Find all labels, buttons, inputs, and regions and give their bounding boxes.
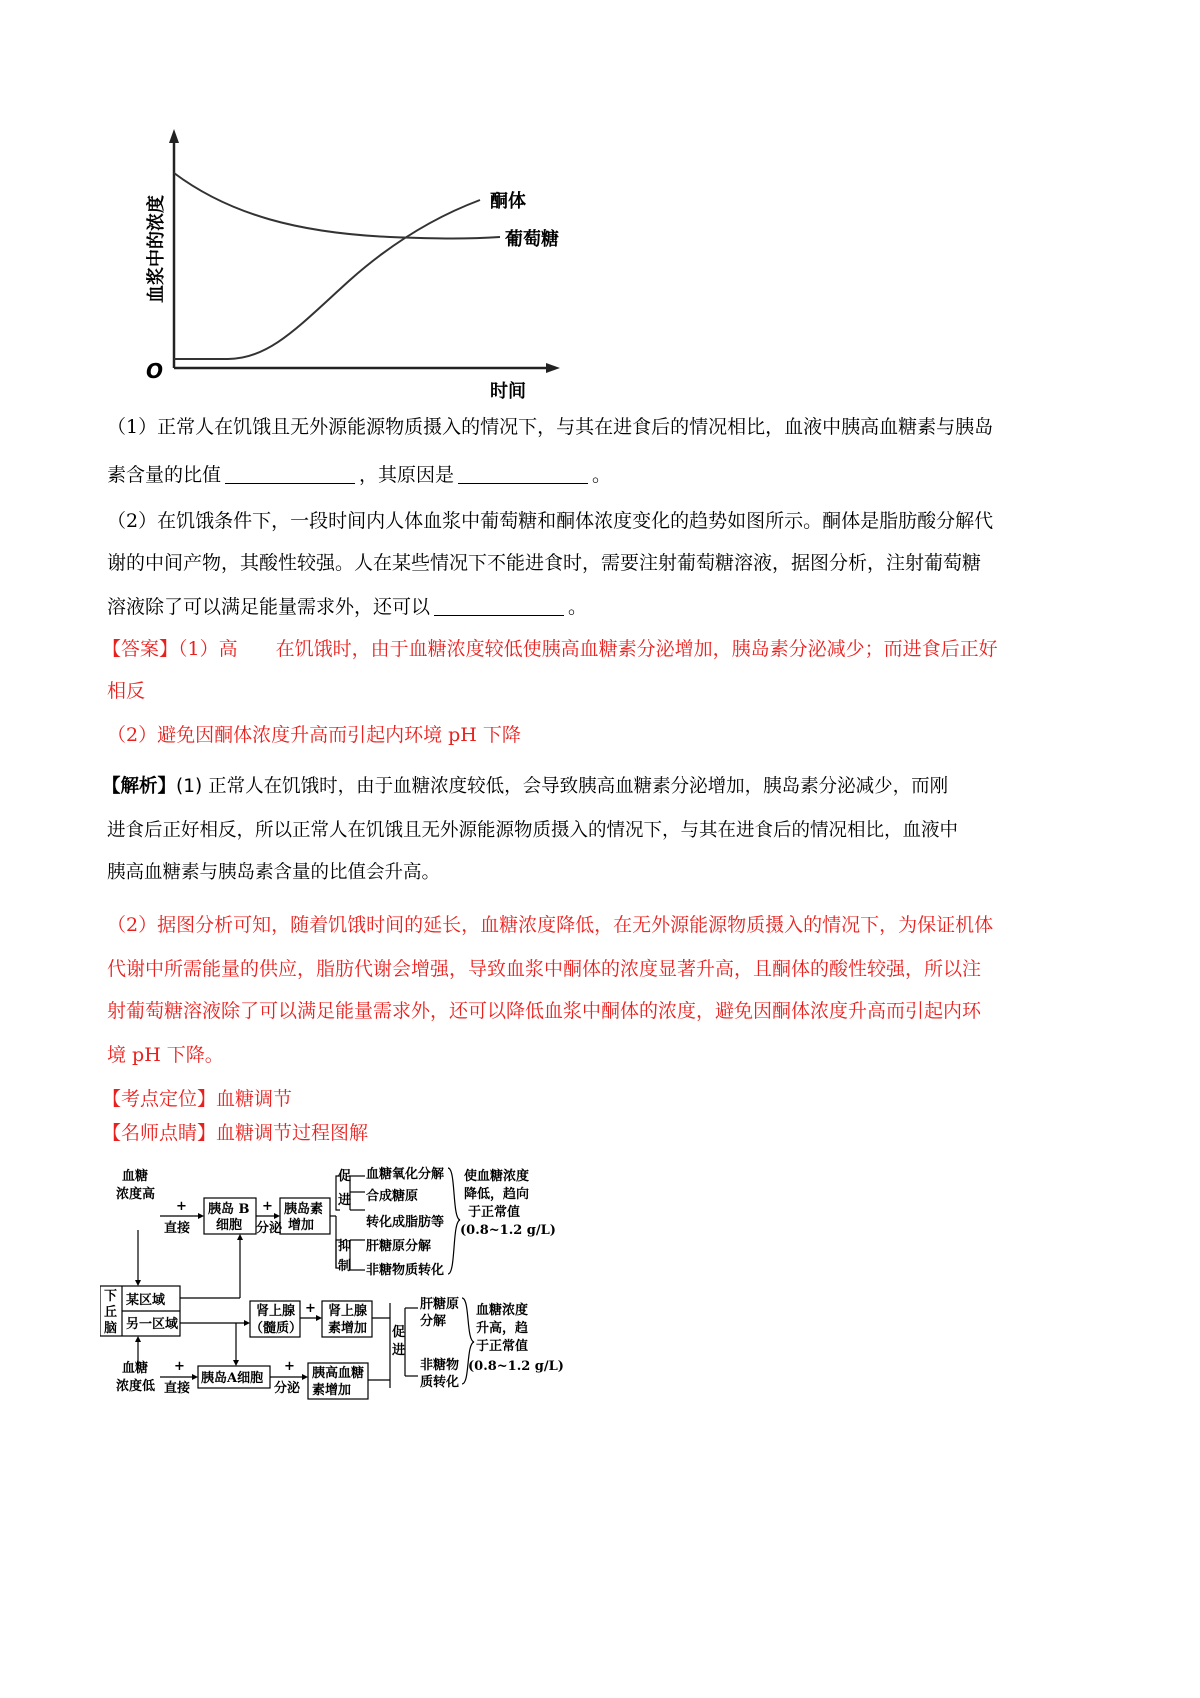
q2-text-line1: 在饥饿条件下，一段时间内人体血浆中葡萄糖和酮体浓度变化的趋势如图所示。酮体是脂肪酸分解代 — [157, 510, 994, 532]
answer-line3 — [107, 722, 521, 748]
answer-part1-text: 在饥饿时，由于血糖浓度较低使胰高血糖素分泌增加，胰岛素分泌减少；而进食后正好 — [275, 638, 998, 660]
insulin-1: 胰岛素 — [284, 1202, 324, 1217]
promote-3: 促 — [392, 1325, 406, 1340]
q2-line1 — [107, 508, 993, 534]
beta-cell-2: 细胞 — [216, 1218, 243, 1233]
answer-line1 — [102, 636, 998, 662]
adrenal-1: 肾上腺 — [256, 1304, 296, 1319]
region-b: 另一区域 — [126, 1317, 179, 1332]
analysis-line2 — [107, 818, 958, 844]
result-high-3: 于正常值 — [476, 1339, 529, 1354]
q2-text-a: 溶液除了可以满足能量需求外，还可以 — [107, 596, 431, 618]
plus-1: + — [176, 1199, 187, 1214]
glucose-label: 葡萄糖 — [505, 229, 559, 250]
beta-cell-1: 胰岛 B — [208, 1202, 250, 1217]
inhibit-2: 制 — [338, 1259, 352, 1274]
q1-blank-ratio[interactable] — [225, 463, 355, 484]
result-low-1: 使血糖浓度 — [464, 1169, 530, 1184]
analysis-p2-line2 — [107, 956, 981, 982]
answer-part2: （2）避免因酮体浓度升高而引起内环境 pH 下降 — [107, 724, 521, 746]
promote-1: 促 — [338, 1169, 352, 1184]
kaodian-tag: 【考点定位】 — [102, 1088, 217, 1110]
ketone-curve — [174, 200, 480, 359]
direct-2: 直接 — [164, 1381, 191, 1396]
inhibit-1: 抑 — [338, 1239, 352, 1254]
ketone-label: 酮体 — [490, 191, 526, 212]
non-sugar-1: 非糖物 — [420, 1358, 460, 1373]
analysis-p2-text-line1: （2）据图分析可知，随着饥饿时间的延长，血糖浓度降低，在无外源能源物质摄入的情况下，为保证机体 — [107, 914, 994, 936]
plus-5: + — [284, 1359, 295, 1374]
q2-prefix: （2） — [107, 510, 158, 532]
q1-line2 — [107, 462, 611, 488]
q2-line3 — [107, 594, 587, 620]
secrete-2: 分泌 — [274, 1381, 301, 1396]
glycogenolysis: 肝糖原分解 — [366, 1239, 432, 1254]
region-a: 某区域 — [126, 1293, 166, 1308]
analysis-p2-text-line4: 境 pH 下降。 — [107, 1044, 224, 1066]
answer-line2 — [107, 678, 145, 704]
low-glucose-2: 浓度低 — [116, 1379, 156, 1394]
q2-blank[interactable] — [434, 595, 564, 616]
analysis-line1 — [102, 774, 948, 800]
secrete-1: 分泌 — [256, 1221, 283, 1236]
mingshi-text: 血糖调节过程图解 — [216, 1122, 369, 1144]
oxidation: 血糖氧化分解 — [366, 1167, 445, 1182]
analysis-p2-text-line2: 代谢中所需能量的供应，脂肪代谢会增强，导致血浆中酮体的浓度显著升高，且酮体的酸性较强，所以注 — [107, 958, 982, 980]
analysis-text-line3: 胰高血糖素与胰岛素含量的比值会升高。 — [107, 862, 441, 883]
analysis-tag: 【解析】 — [102, 776, 177, 797]
origin-label: O — [146, 359, 164, 383]
plus-4: + — [174, 1359, 185, 1374]
liver-glycogen-1: 肝糖原 — [420, 1297, 460, 1312]
q1-text-c: 。 — [592, 464, 612, 486]
glucagon-2: 素增加 — [312, 1383, 352, 1398]
low-glucose-1: 血糖 — [122, 1361, 149, 1376]
concentration-graph — [140, 125, 620, 435]
q1-text-b: ，其原因是 — [359, 464, 455, 486]
x-axis-label: 时间 — [490, 381, 526, 402]
high-glucose-1: 血糖 — [122, 1169, 149, 1184]
promote-4: 进 — [392, 1343, 406, 1358]
promote-2: 进 — [338, 1193, 352, 1208]
q2-line2 — [107, 550, 981, 576]
direct-1: 直接 — [164, 1221, 191, 1236]
alpha-cell: 胰岛A细胞 — [201, 1371, 264, 1386]
adrenal-2: （髓质） — [250, 1321, 303, 1336]
mingshi-line — [102, 1120, 368, 1146]
analysis-p2-line1 — [107, 912, 993, 938]
normal-range-1: (0.8~1.2 g/L) — [460, 1223, 556, 1238]
q2-text-b: 。 — [568, 596, 588, 618]
x-axis-arrow — [546, 363, 560, 373]
q1-prefix: （1） — [107, 416, 158, 438]
plus-3: + — [305, 1301, 316, 1316]
result-high-2: 升高，趋 — [476, 1321, 529, 1336]
analysis-p2-text-line3: 射葡萄糖溶液除了可以满足能量需求外，还可以降低血浆中酮体的浓度，避免因酮体浓度升高而引起内环 — [107, 1000, 982, 1022]
high-glucose-2: 浓度高 — [116, 1187, 156, 1202]
analysis-p2-line4 — [107, 1042, 224, 1068]
y-axis-arrow — [169, 129, 179, 143]
normal-range-2: (0.8~1.2 g/L) — [468, 1359, 564, 1374]
glucagon-1: 胰高血糖 — [312, 1366, 365, 1381]
q1-line1 — [107, 414, 993, 440]
result-low-3: 于正常值 — [468, 1205, 521, 1220]
non-sugar-2: 质转化 — [420, 1375, 460, 1390]
liver-glycogen-2: 分解 — [420, 1314, 447, 1329]
result-high-1: 血糖浓度 — [476, 1303, 529, 1318]
to-fat: 转化成脂肪等 — [366, 1215, 445, 1230]
answer-tag: 【答案】 — [102, 638, 179, 660]
result-low-2: 降低，趋向 — [464, 1187, 530, 1202]
q1-text-line1: 正常人在饥饿且无外源能源物质摄入的情况下，与其在进食后的情况相比，血液中胰高血糖素与胰岛 — [157, 416, 994, 438]
adrenaline-2: 素增加 — [328, 1321, 368, 1336]
non-sugar: 非糖物质转化 — [366, 1263, 445, 1278]
analysis-line3 — [107, 860, 440, 886]
hypothalamus-2: 丘 — [104, 1305, 118, 1320]
glucose-regulation-diagram — [100, 1158, 580, 1418]
q1-blank-reason[interactable] — [458, 463, 588, 484]
hypothalamus-1: 下 — [104, 1289, 118, 1304]
insulin-2: 增加 — [288, 1218, 315, 1233]
kaodian-line — [102, 1086, 292, 1112]
glycogen-synth: 合成糖原 — [366, 1189, 419, 1204]
mingshi-tag: 【名师点睛】 — [102, 1122, 217, 1144]
adrenaline-1: 肾上腺 — [328, 1304, 368, 1319]
plus-2: + — [262, 1199, 273, 1214]
hypothalamus-3: 脑 — [104, 1321, 118, 1336]
q2-text-line2: 谢的中间产物，其酸性较强。人在某些情况下不能进食时，需要注射葡萄糖溶液，据图分析，注射葡萄糖 — [107, 552, 982, 574]
y-axis-label: 血浆中的浓度 — [146, 195, 167, 303]
glucose-curve — [174, 173, 500, 239]
q1-text-a: 素含量的比值 — [107, 464, 222, 486]
analysis-text-line1: (1) 正常人在饥饿时，由于血糖浓度较低，会导致胰高血糖素分泌增加，胰岛素分泌减少，而刚 — [176, 776, 949, 797]
analysis-p2-line3 — [107, 998, 981, 1024]
analysis-text-line2: 进食后正好相反，所以正常人在饥饿且无外源能源物质摄入的情况下，与其在进食后的情况相比，血液中 — [107, 820, 959, 841]
answer-part1-label: （1）高 — [178, 638, 238, 660]
kaodian-text: 血糖调节 — [216, 1088, 293, 1110]
answer-part1-cont: 相反 — [107, 680, 146, 702]
